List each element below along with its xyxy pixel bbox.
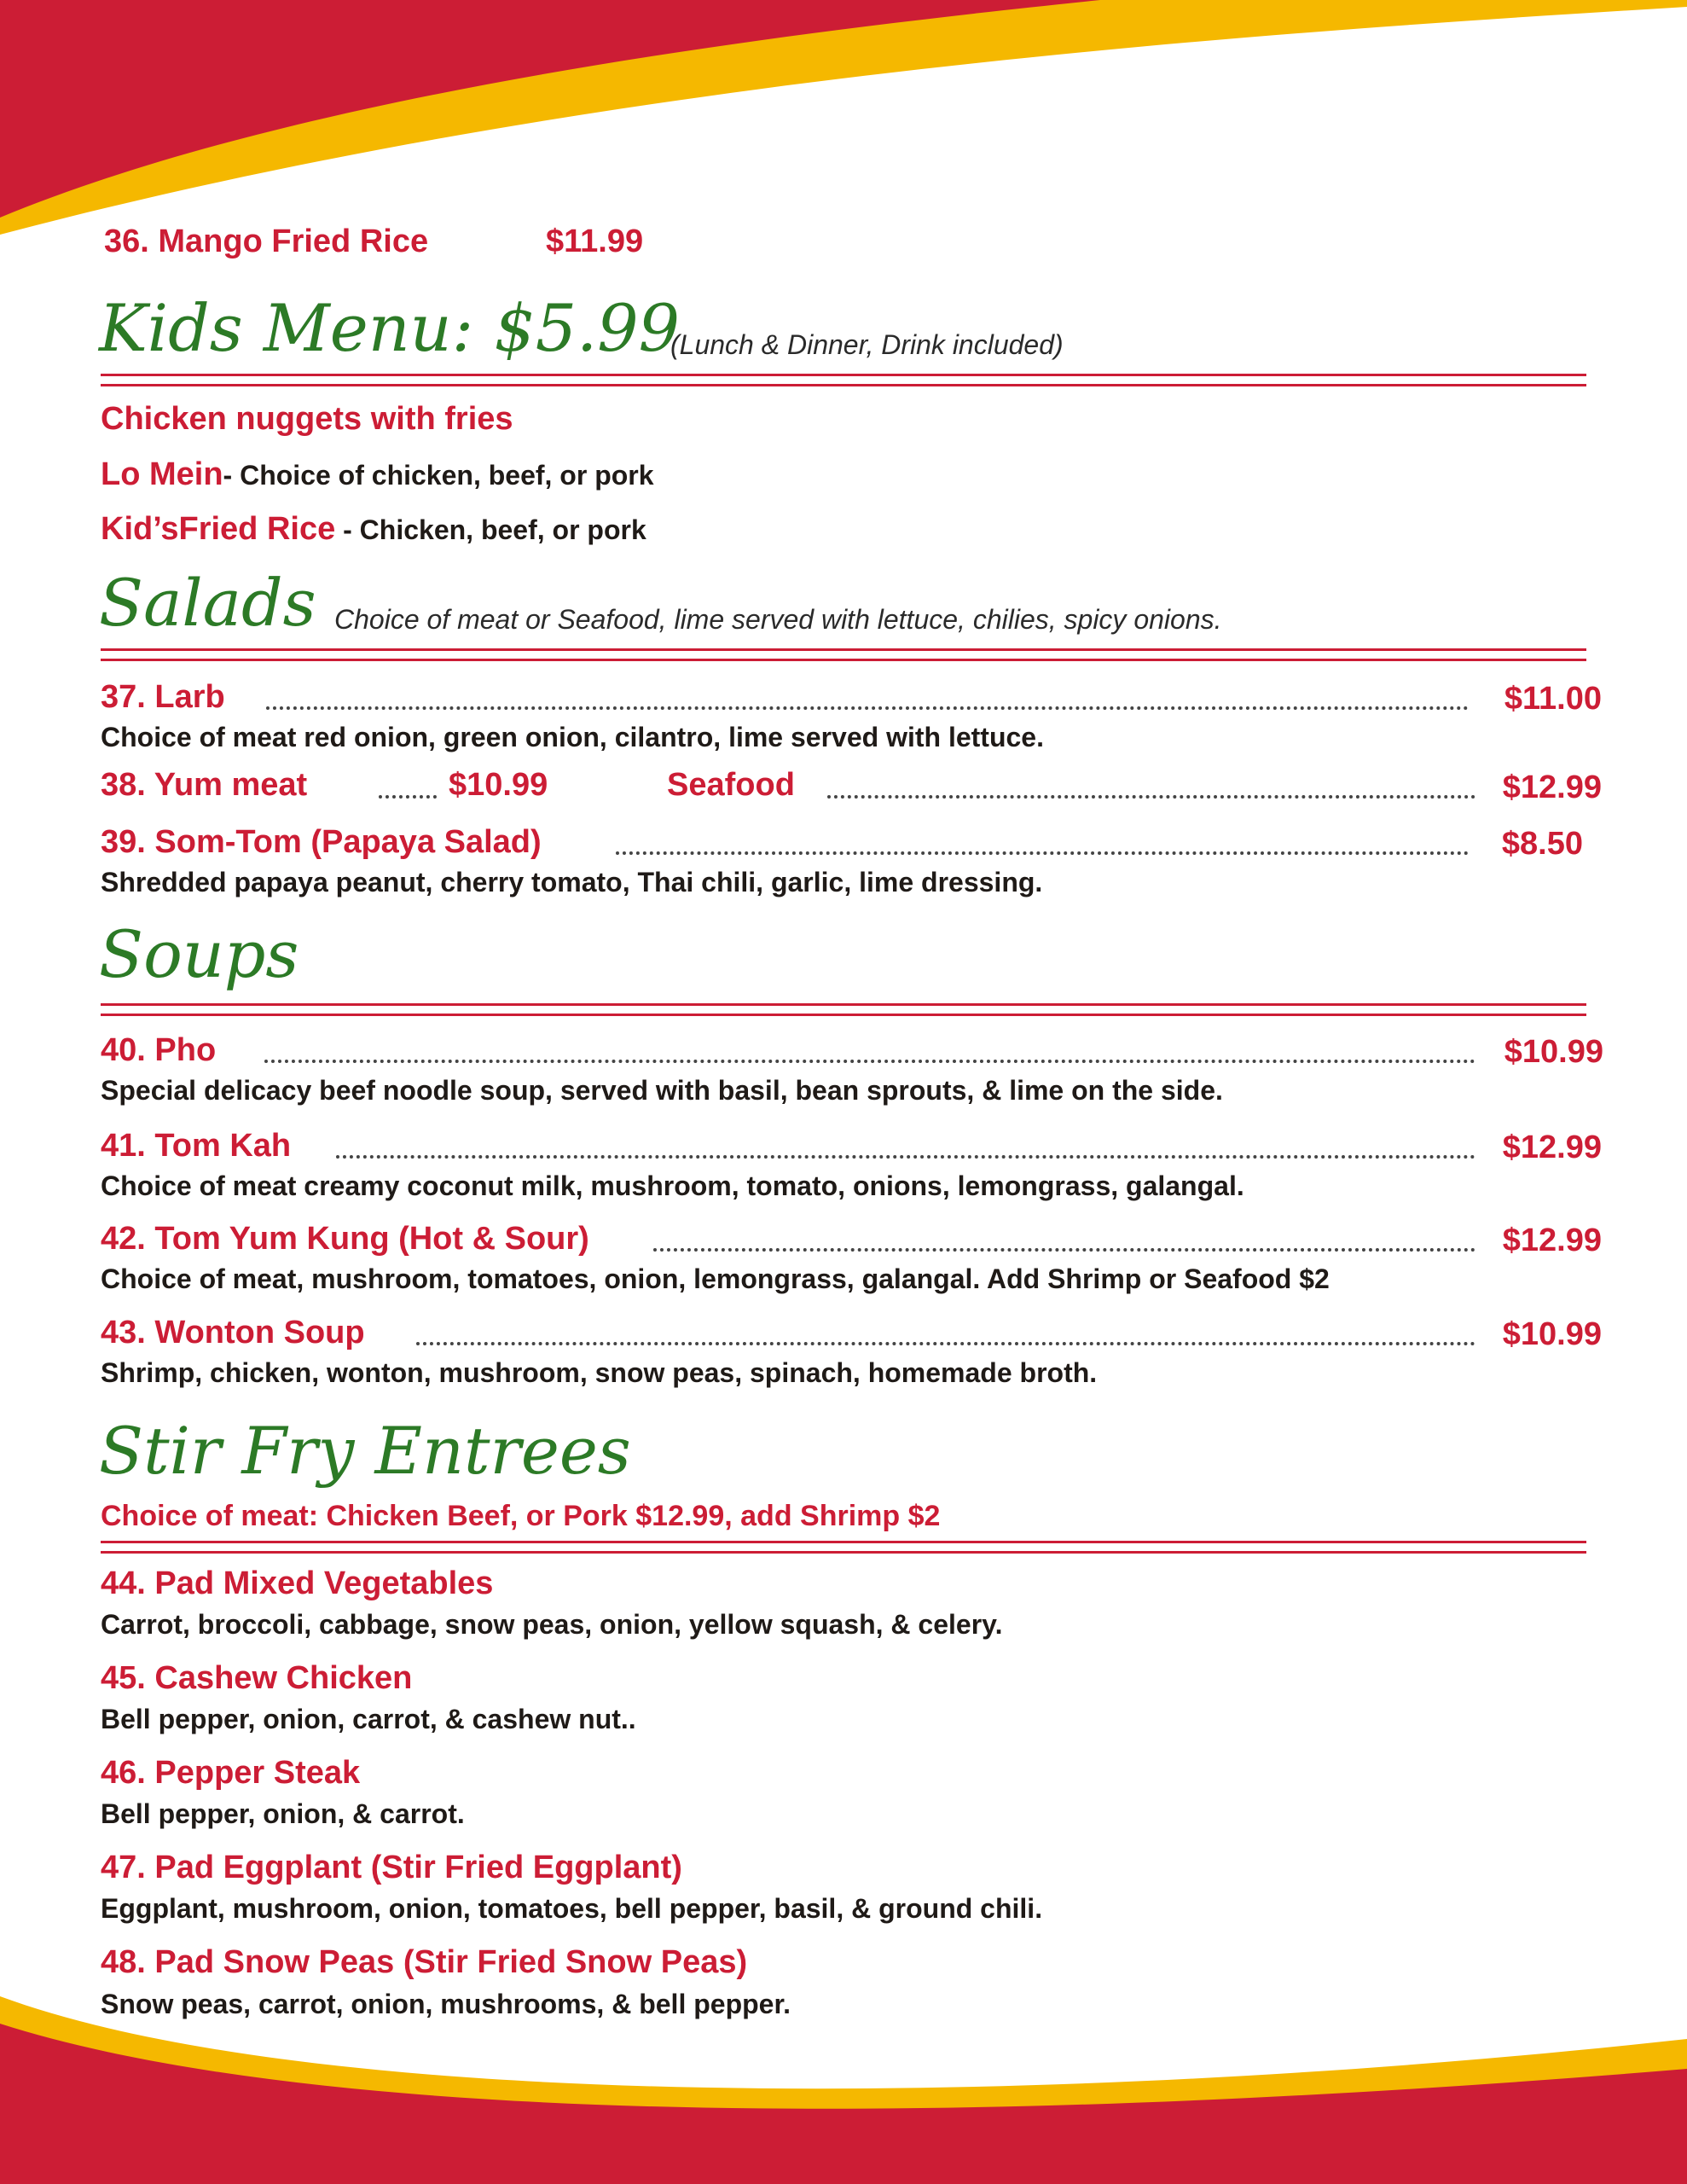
soups-divider [101,1003,1586,1016]
kids-item-lo-mein-name: Lo Mein [101,456,223,492]
item-43-label: 43. Wonton Soup [101,1315,365,1350]
item-38-meat-price: $10.99 [449,767,548,803]
stir-fry-title: Stir Fry Entrees [99,1413,631,1489]
kids-menu-note: (Lunch & Dinner, Drink included) [670,329,1064,360]
item-44-label: 44. Pad Mixed Vegetables [101,1565,494,1601]
item-46-desc: Bell pepper, onion, & carrot. [101,1798,465,1829]
kids-item-fried-rice-name: Kid’sFried Rice [101,511,336,547]
item-42-leader-dots [653,1241,1475,1252]
kids-item-nuggets: Chicken nuggets with fries [101,401,513,437]
item-39-label: 39. Som-Tom (Papaya Salad) [101,824,542,860]
item-38-seafood-label: Seafood [667,767,795,803]
item-39-leader-dots [616,845,1469,855]
stir-fry-subtitle: Choice of meat: Chicken Beef, or Pork $12.99, add Shrimp $2 [101,1500,941,1532]
salads-note: Choice of meat or Seafood, lime served with lettuce, chilies, spicy onions. [334,604,1222,635]
item-40-desc: Special delicacy beef noodle soup, served with basil, bean sprouts, & lime on the side. [101,1075,1223,1106]
item-39-price: $8.50 [1501,826,1583,862]
item-41-label: 41. Tom Kah [101,1128,292,1164]
soups-title: Soups [99,916,299,992]
kids-item-fried-rice [101,511,646,548]
item-41-price: $12.99 [1502,1130,1602,1165]
item-48-label: 48. Pad Snow Peas (Stir Fried Snow Peas) [101,1944,748,1980]
item-47-label: 47. Pad Eggplant (Stir Fried Eggplant) [101,1850,682,1885]
kids-divider [101,374,1586,386]
item-40-leader-dots [264,1053,1475,1063]
item-36-label: 36. Mango Fried Rice [104,224,429,259]
salads-divider [101,648,1586,661]
item-42-desc: Choice of meat, mushroom, tomatoes, onion, lemongrass, galangal. Add Shrimp or Seafood $2 [101,1263,1330,1294]
item-43-desc: Shrimp, chicken, wonton, mushroom, snow peas, spinach, homemade broth. [101,1357,1098,1388]
kids-item-fried-rice-desc: - Chicken, beef, or pork [335,514,646,545]
kids-menu-title: Kids Menu: $5.99 [99,290,680,366]
stir-fry-divider [101,1541,1586,1554]
item-41-desc: Choice of meat creamy coconut milk, mushroom, tomato, onions, lemongrass, galangal. [101,1170,1244,1201]
item-38-seafood-price: $12.99 [1502,770,1602,805]
item-37-price: $11.00 [1504,681,1602,717]
kids-item-lo-mein [101,456,654,493]
item-36-price: $11.99 [546,224,644,259]
item-37-label: 37. Larb [101,679,225,715]
item-37-leader-dots [266,700,1469,710]
item-40-price: $10.99 [1504,1034,1603,1070]
item-38-label: 38. Yum meat [101,767,308,803]
kids-item-lo-mein-desc: - Choice of chicken, beef, or pork [223,460,654,491]
item-39-desc: Shredded papaya peanut, cherry tomato, Thai chili, garlic, lime dressing. [101,867,1043,897]
item-45-label: 45. Cashew Chicken [101,1660,413,1696]
item-42-label: 42. Tom Yum Kung (Hot & Sour) [101,1221,589,1257]
item-41-leader-dots [336,1148,1475,1159]
top-swoosh-decoration [0,0,1687,256]
item-38-seafood-dots [827,788,1475,799]
item-37-desc: Choice of meat red onion, green onion, cilantro, lime served with lettuce. [101,722,1044,752]
item-46-label: 46. Pepper Steak [101,1755,361,1791]
item-42-price: $12.99 [1502,1223,1602,1258]
item-48-desc: Snow peas, carrot, onion, mushrooms, & bell pepper. [101,1989,791,2019]
item-43-leader-dots [416,1335,1475,1345]
item-43-price: $10.99 [1502,1316,1602,1352]
item-40-label: 40. Pho [101,1032,217,1068]
item-44-desc: Carrot, broccoli, cabbage, snow peas, onion, yellow squash, & celery. [101,1609,1003,1640]
salads-title: Salads [99,565,316,641]
item-38-meat-dots [379,788,437,799]
item-45-desc: Bell pepper, onion, carrot, & cashew nut.. [101,1704,636,1734]
item-47-desc: Eggplant, mushroom, onion, tomatoes, bell pepper, basil, & ground chili. [101,1893,1043,1924]
